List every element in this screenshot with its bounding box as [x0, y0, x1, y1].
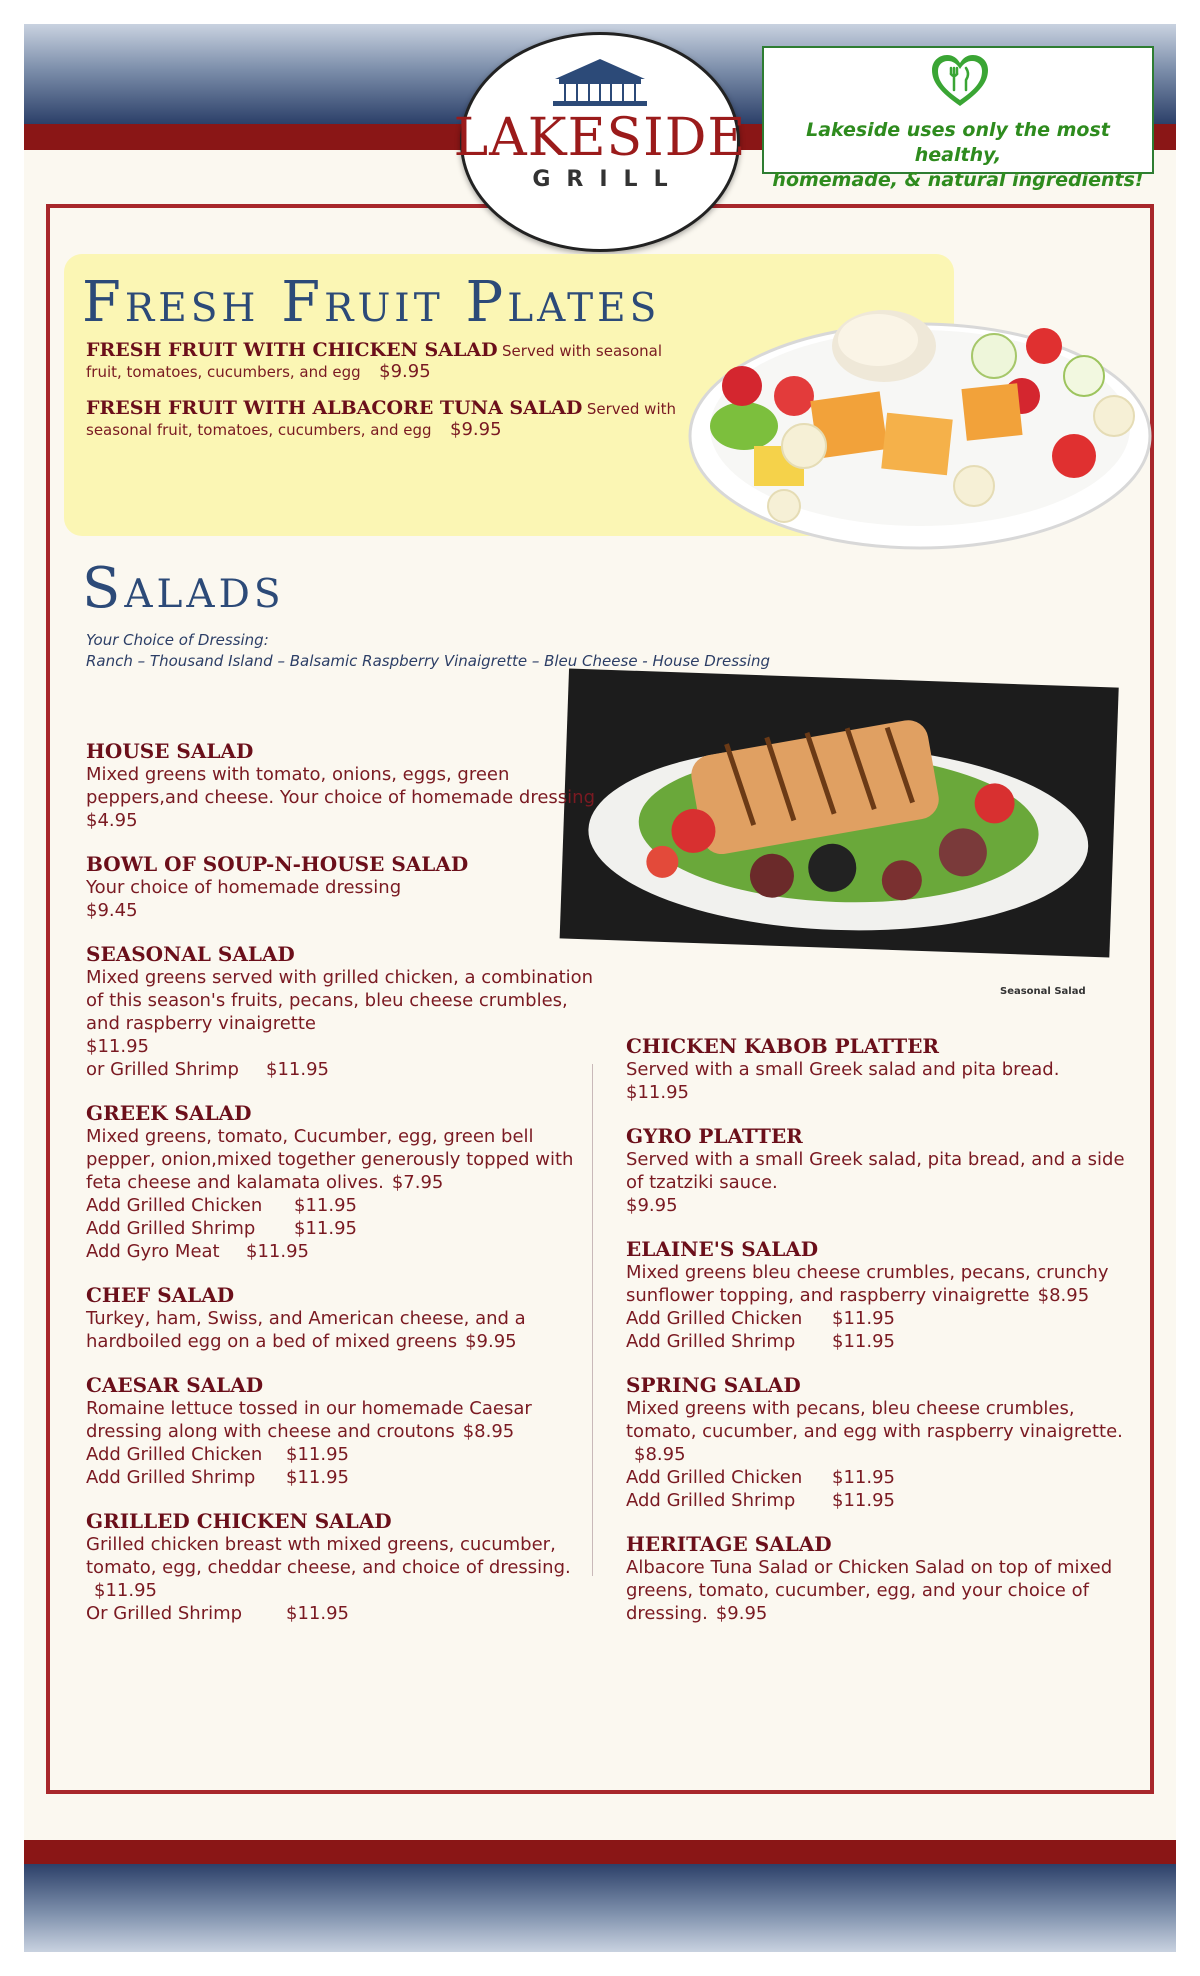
item-desc	[626, 1556, 1146, 1625]
menu-item	[86, 852, 606, 922]
item-addon	[86, 1602, 606, 1625]
item-price: $8.95	[634, 1444, 686, 1465]
salads-heading: Salads	[82, 556, 285, 621]
addon-price: $11.95	[832, 1467, 895, 1488]
bottom-red-stripe	[24, 1840, 1176, 1864]
badge-line-1: Lakeside uses only the most healthy,	[806, 119, 1110, 166]
menu-item	[86, 1373, 606, 1489]
menu-item	[86, 739, 606, 832]
menu-item	[86, 1283, 606, 1353]
salads-left-column	[86, 739, 606, 1645]
item-name: GYRO PLATTER	[626, 1124, 803, 1148]
menu-item	[86, 1101, 606, 1263]
addon-label: Add Grilled Shrimp	[626, 1331, 796, 1352]
column-divider	[592, 1064, 593, 1576]
item-price: $8.95	[462, 1421, 515, 1442]
badge-text	[764, 118, 1152, 193]
item-desc-text: Mixed greens, tomato, Cucumber, egg, green bell pepper, onion,mixed together generously topped with feta cheese and kalamata olives.	[86, 1126, 574, 1193]
item-addon	[86, 1058, 606, 1081]
fruit-item-price: $9.95	[450, 419, 502, 440]
addon-price: $11.95	[266, 1059, 329, 1080]
item-desc: Served with a small Greek salad, pita bread, and a side of tzatziki sauce.	[626, 1149, 1125, 1193]
item-price: $11.95	[626, 1082, 689, 1103]
heart-fork-knife-icon	[930, 54, 990, 108]
gazebo-icon	[545, 57, 655, 107]
addon-label: Add Grilled Chicken	[626, 1467, 803, 1488]
fruit-item-desc: Served with seasonal fruit, tomatoes, cucumbers, and egg	[86, 400, 676, 439]
item-name: ELAINE'S SALAD	[626, 1237, 819, 1261]
item-desc-text: Mixed greens bleu cheese crumbles, pecans, crunchy sunflower topping, and raspberry vinaigrette	[626, 1262, 1109, 1306]
item-desc	[626, 1261, 1146, 1307]
item-name: BOWL OF SOUP-N-HOUSE SALAD	[86, 852, 469, 876]
fruit-plates-heading: Fresh Fruit Plates	[82, 270, 661, 335]
addon-price: $11.95	[286, 1444, 349, 1465]
item-price: $11.95	[94, 1580, 157, 1601]
dressing-label: Your Choice of Dressing:	[86, 631, 269, 649]
item-desc	[86, 1125, 606, 1194]
addon-price: $11.95	[294, 1218, 357, 1239]
menu-item	[626, 1237, 1146, 1353]
healthy-ingredients-badge	[762, 46, 1154, 191]
item-desc-text: Albacore Tuna Salad or Chicken Salad on top of mixed greens, tomato, cucumber, egg, and your choice of dressing.	[626, 1557, 1113, 1624]
badge-line-2: homemade, & natural ingredients!	[772, 169, 1144, 191]
item-desc	[86, 1533, 606, 1602]
item-price: $9.95	[715, 1603, 768, 1624]
dressing-options: Ranch – Thousand Island – Balsamic Raspberry Vinaigrette – Bleu Cheese - House Dressing	[86, 652, 771, 670]
menu-item	[86, 1509, 606, 1625]
item-addon	[626, 1330, 1146, 1353]
item-addon	[86, 1217, 606, 1240]
item-desc-text: Grilled chicken breast wth mixed greens, cucumber, tomato, egg, cheddar cheese, and choice of dressing.	[86, 1534, 571, 1578]
item-price: $7.95	[391, 1172, 444, 1193]
item-price: $9.95	[626, 1195, 678, 1216]
fruit-item	[86, 398, 686, 441]
item-name: GRILLED CHICKEN SALAD	[86, 1509, 392, 1533]
addon-label: Add Grilled Shrimp	[86, 1467, 256, 1488]
item-desc-text: Mixed greens with pecans, bleu cheese crumbles, tomato, cucumber, and egg with raspberry vinaigrette.	[626, 1398, 1123, 1442]
item-name: CHICKEN KABOB PLATTER	[626, 1034, 940, 1058]
item-name: GREEK SALAD	[86, 1101, 252, 1125]
addon-label: Add Grilled Shrimp	[86, 1218, 256, 1239]
addon-label: Add Grilled Chicken	[86, 1444, 263, 1465]
item-desc-text: Turkey, ham, Swiss, and American cheese, and a hardboiled egg on a bed of mixed greens	[86, 1308, 526, 1352]
item-addon	[86, 1240, 606, 1263]
item-desc: Served with a small Greek salad and pita bread.	[626, 1059, 1060, 1080]
menu-item	[626, 1532, 1146, 1625]
menu-item	[626, 1034, 1146, 1104]
item-name: HERITAGE SALAD	[626, 1532, 832, 1556]
addon-price: $11.95	[832, 1308, 895, 1329]
menu-item	[626, 1373, 1146, 1512]
item-desc-text: Romaine lettuce tossed in our homemade Caesar dressing along with cheese and croutons	[86, 1398, 532, 1442]
item-name: SEASONAL SALAD	[86, 942, 295, 966]
item-desc: Mixed greens with tomato, onions, eggs, green peppers,and cheese. Your choice of homemade dressing	[86, 764, 596, 808]
item-desc	[86, 1397, 606, 1443]
lakeside-grill-logo	[453, 32, 747, 252]
bottom-band	[24, 1864, 1176, 1952]
fruit-item-price: $9.95	[379, 361, 431, 382]
item-price: $11.95	[86, 1036, 149, 1057]
addon-label: Add Grilled Chicken	[86, 1195, 263, 1216]
item-desc	[626, 1397, 1146, 1466]
seasonal-salad-photo	[554, 668, 1124, 968]
item-name: CAESAR SALAD	[86, 1373, 264, 1397]
addon-label: Add Grilled Shrimp	[626, 1490, 796, 1511]
item-desc: Mixed greens served with grilled chicken, a combination of this season's fruits, pecans, bleu cheese crumbles, and raspberry vinaigrette	[86, 967, 594, 1034]
item-price: $9.95	[465, 1331, 517, 1352]
item-addon	[86, 1194, 606, 1217]
fruit-item-name: FRESH FRUIT WITH ALBACORE TUNA SALAD	[86, 397, 583, 419]
addon-price: $11.95	[832, 1490, 895, 1511]
item-name: HOUSE SALAD	[86, 739, 254, 763]
dressing-info	[86, 630, 770, 672]
addon-label: Add Gyro Meat	[86, 1241, 220, 1262]
addon-price: $11.95	[832, 1331, 895, 1352]
addon-price: $11.95	[286, 1603, 349, 1624]
addon-label: Add Grilled Chicken	[626, 1308, 803, 1329]
addon-price: $11.95	[286, 1467, 349, 1488]
fruit-item	[86, 340, 686, 383]
item-price: $4.95	[86, 810, 138, 831]
fruit-item-name: FRESH FRUIT WITH CHICKEN SALAD	[86, 339, 498, 361]
addon-label: Or Grilled Shrimp	[86, 1603, 243, 1624]
menu-item	[86, 942, 606, 1081]
addon-price: $11.95	[294, 1195, 357, 1216]
addon-price: $11.95	[246, 1241, 309, 1262]
item-addon	[86, 1443, 606, 1466]
item-price: $8.95	[1037, 1285, 1090, 1306]
item-name: CHEF SALAD	[86, 1283, 235, 1307]
item-addon	[626, 1489, 1146, 1512]
item-price: $9.45	[86, 900, 138, 921]
menu-page	[24, 24, 1176, 1952]
menu-item	[626, 1124, 1146, 1217]
fruit-item-desc: Served with seasonal fruit, tomatoes, cucumbers, and egg	[86, 342, 663, 381]
item-desc	[86, 1307, 606, 1353]
logo-subtitle: GRILL	[532, 167, 684, 192]
fruit-plate-image	[684, 306, 1156, 554]
salads-right-column	[626, 1034, 1146, 1645]
item-addon	[626, 1466, 1146, 1489]
photo-caption: Seasonal Salad	[1000, 986, 1086, 997]
item-addon	[626, 1307, 1146, 1330]
item-name: SPRING SALAD	[626, 1373, 801, 1397]
item-desc: Your choice of homemade dressing	[86, 877, 402, 898]
item-addon	[86, 1466, 606, 1489]
logo-name: LAKESIDE	[453, 108, 747, 168]
addon-label: or Grilled Shrimp	[86, 1059, 239, 1080]
